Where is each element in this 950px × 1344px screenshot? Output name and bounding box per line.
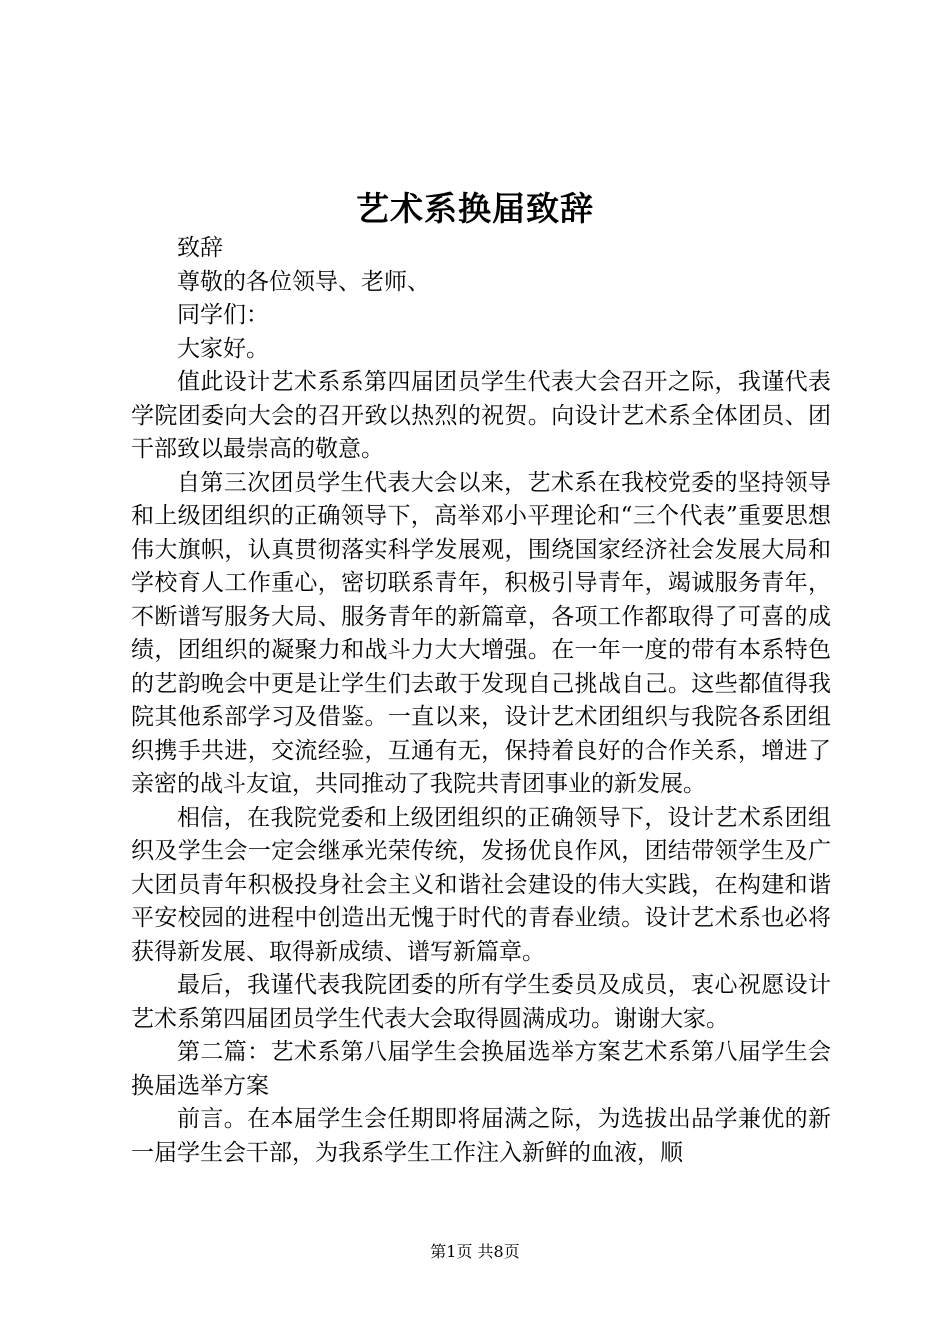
paragraph-outlook: 相信，在我院党委和上级团组织的正确领导下，设计艺术系团组织及学生会一定会继承光荣传统，发扬优良作风，团结带领学生及广大团员青年积极投身社会主义和谐社会建设的伟大实践，在构建和谐平安校园的进程中创造出无愧于时代的青春业绩。设计艺术系也必将获得新发展、取得新成绩、谱写新篇章。 xyxy=(131,804,831,965)
paragraph-closing: 最后，我谨代表我院团委的所有学生委员及成员，衷心祝愿设计艺术系第四届团员学生代表大会取得圆满成功。谢谢大家。 xyxy=(131,972,831,1032)
paragraph-salutation: 尊敬的各位领导、老师、 xyxy=(177,268,430,295)
paragraph-second-article-heading: 第二篇：艺术系第八届学生会换届选举方案艺术系第八届学生会换届选举方案 xyxy=(131,1039,831,1099)
paragraph-opening: 值此设计艺术系系第四届团员学生代表大会召开之际，我谨代表学院团委向大会的召开致以热烈的祝贺。向设计艺术系全体团员、团干部致以最崇高的敬意。 xyxy=(131,369,831,462)
paragraph-preface: 前言。在本届学生会任期即将届满之际，为选拔出品学兼优的新一届学生会干部，为我系学生工作注入新鲜的血液，顺 xyxy=(131,1106,831,1166)
paragraph-salutation-continued: 同学们： xyxy=(177,302,269,328)
page-footer: 第1页 共8页 xyxy=(430,1242,520,1261)
document-title: 艺术系换届致辞 xyxy=(356,189,594,228)
document-body xyxy=(131,232,831,1170)
paragraph-hello: 大家好。 xyxy=(177,335,269,362)
paragraph-greeting-heading: 致辞 xyxy=(177,235,223,261)
paragraph-achievements: 自第三次团员学生代表大会以来，艺术系在我校党委的坚持领导和上级团组织的正确领导下，高举邓小平理论和“三个代表”重要思想伟大旗帜，认真贯彻落实科学发展观，围绕国家经济社会发展大局和学校育人工作重心，密切联系青年，积极引导青年，竭诚服务青年，不断谱写服务大局、服务青年的新篇章，各项工作都取得了可喜的成绩，团组织的凝聚力和战斗力大大增强。在一年一度的带有本系特色的艺韵晚会中更是让学生们去敢于发现自己挑战自己。这些都值得我院其他系部学习及借鉴。一直以来，设计艺术团组织与我院各系团组织携手共进，交流经验，互通有无，保持着良好的合作关系，增进了亲密的战斗友谊，共同推动了我院共青团事业的新发展。 xyxy=(131,469,831,797)
